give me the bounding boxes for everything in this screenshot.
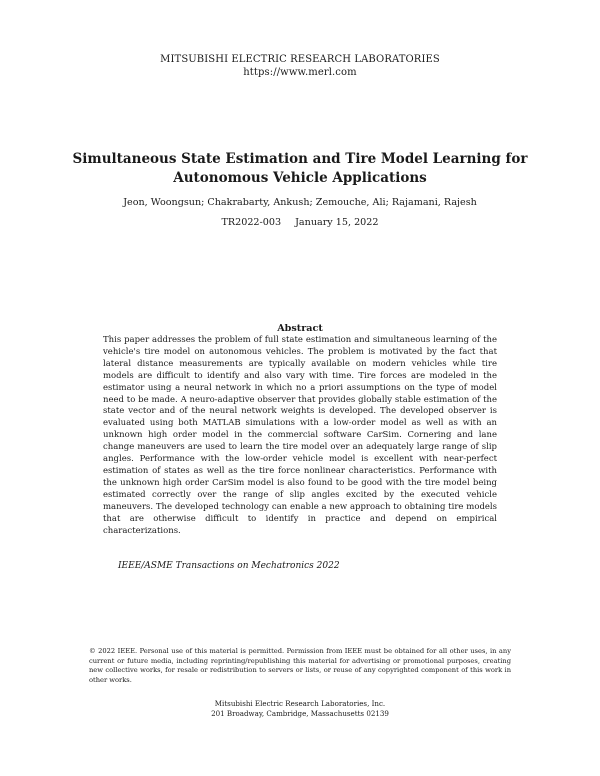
report-number: TR2022-003: [221, 217, 282, 228]
report-info: [0, 216, 600, 229]
copyright-notice: © 2022 IEEE. Personal use of this material is permitted. Permission from IEEE must be obtained for all other uses, in any current or future media, including reprinting/republishing this material for advertising or promotional purposes, creating new collective works, for resale or redistribution to servers or lists, or reuse of any copyrighted component of this work in other works.: [89, 647, 511, 684]
report-header: [0, 53, 600, 79]
lab-address-line-1: Mitsubishi Electric Research Laboratories, Inc.: [214, 699, 386, 708]
paper-title-line-1: Simultaneous State Estimation and Tire Model Learning for: [72, 151, 528, 167]
lab-address: [0, 699, 600, 718]
lab-address-line-2: 201 Broadway, Cambridge, Massachusetts 02139: [211, 708, 389, 718]
publication-venue: IEEE/ASME Transactions on Mechatronics 2022: [118, 561, 340, 571]
author-list: Jeon, Woongsun; Chakrabarty, Ankush; Zemouche, Ali; Rajamani, Rajesh: [123, 197, 477, 208]
report-date: January 15, 2022: [295, 217, 379, 228]
organization-url[interactable]: https://www.merl.com: [243, 67, 357, 78]
organization-name: MITSUBISHI ELECTRIC RESEARCH LABORATORIES: [160, 54, 440, 65]
abstract-heading: Abstract: [277, 323, 323, 334]
paper-title-line-2: Autonomous Vehicle Applications: [173, 170, 427, 186]
paper-title: [70, 150, 530, 188]
abstract-text: This paper addresses the problem of full state estimation and simultaneous learning of the vehicle's tire model on autonomous vehicles. The problem is motivated by the fact that lateral distance measurements are typically available on modern vehicles while tire models are difficult to identify and also vary with time. Tire forces are modeled in the estimator using a neural network in which no a priori assumptions on the type of model need to be made. A neuro-adaptive observer that provides globally stable estimation of the state vector and of the neural network weights is developed. The developed observer is evaluated using both MATLAB simulations with a low-order model as well as with an unknown high order model in the commercial software CarSim. Cornering and lane change maneuvers are used to learn the tire model over an adequately large range of slip angles. Performance with the low-order vehicle model is excellent with near-perfect estimation of states as well as the tire force nonlinear characteristics. Performance with the unknown high order CarSim model is also found to be good with the tire model being estimated correctly over the range of slip angles excited by the executed vehicle maneuvers. The developed technology can enable a new approach to obtaining tire models that are otherwise difficult to identify in practice and depend on empirical characterizations.: [103, 335, 497, 536]
